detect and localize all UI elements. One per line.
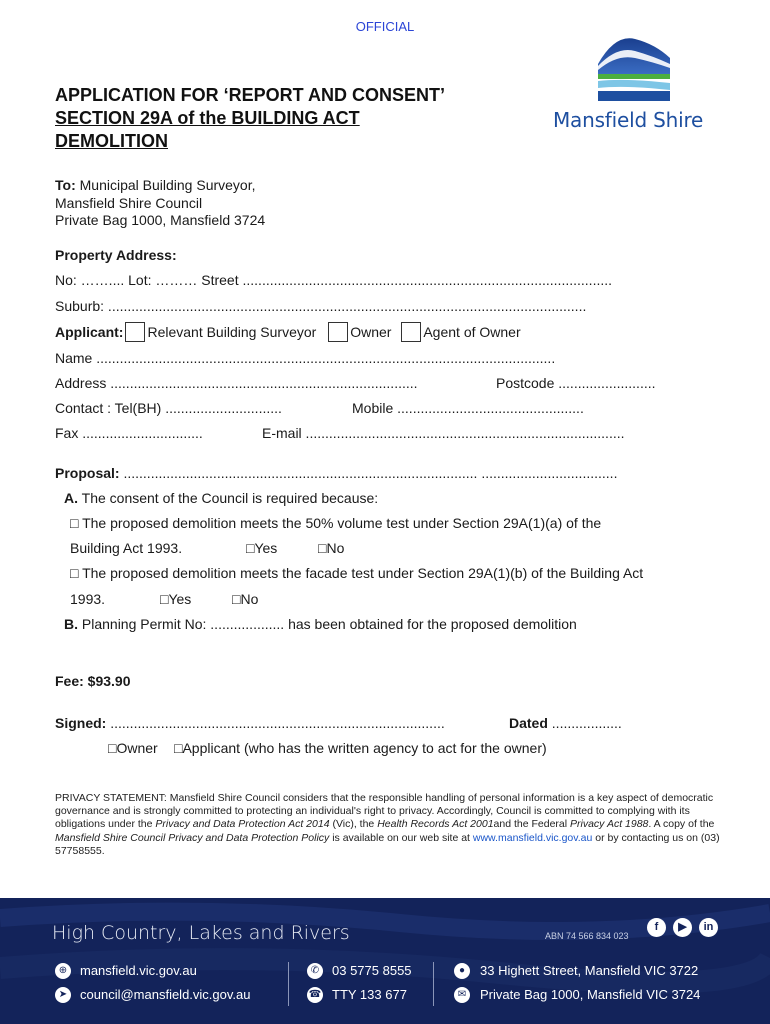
fee: Fee: $93.90 — [55, 673, 131, 689]
applicant-option-agent: Agent of Owner — [423, 324, 521, 340]
contact-tel-field[interactable]: Contact : Tel(BH) .............................. — [55, 400, 282, 416]
dated-label: Dated — [509, 715, 548, 731]
footer-wave-pattern — [0, 898, 770, 1024]
signed-label: Signed: — [55, 715, 107, 731]
phone-icon: ✆ — [307, 963, 323, 979]
checkbox-relevant-building-surveyor[interactable] — [125, 322, 145, 342]
postcode-field[interactable]: Postcode ......................... — [496, 375, 656, 391]
to-label: To: — [55, 177, 76, 193]
facebook-icon[interactable]: f — [647, 918, 666, 937]
footer-postal-address: Private Bag 1000, Mansfield VIC 3724 — [480, 987, 701, 1002]
volume-test-act: Building Act 1993. — [70, 540, 183, 556]
property-address-label: Property Address: — [55, 247, 177, 263]
footer-phone[interactable]: 03 5775 8555 — [332, 963, 412, 978]
section-b — [64, 616, 577, 632]
dated-row — [509, 715, 622, 731]
facade-test-option[interactable]: □ The proposed demolition meets the facade test under Section 29A(1)(b) of the Building Act — [70, 565, 644, 581]
checkbox-owner[interactable] — [328, 322, 348, 342]
tty-icon: ☎ — [307, 987, 323, 1003]
no-lot-street-field[interactable]: No: …….... Lot: ……… Street ............................................................................................... — [55, 272, 613, 288]
globe-icon: ⊕ — [55, 963, 71, 979]
checkbox-agent-of-owner[interactable] — [401, 322, 421, 342]
footer-abn: ABN 74 566 834 023 — [545, 931, 629, 941]
suburb-field[interactable]: Suburb: ........................................................................................................................... — [55, 298, 587, 314]
location-pin-icon: ● — [454, 963, 470, 979]
mail-icon: ✉ — [454, 987, 470, 1003]
proposal-field[interactable]: ........................................................................................... ................................... — [123, 465, 618, 481]
name-field[interactable]: Name ...................................................................................................................... — [55, 350, 556, 366]
signer-applicant-option[interactable]: □Applicant (who has the written agency to act for the owner) — [174, 740, 547, 756]
footer-website[interactable]: mansfield.vic.gov.au — [80, 963, 197, 978]
fax-field[interactable]: Fax ............................... — [55, 425, 203, 441]
facade-test-no[interactable]: □No — [232, 591, 259, 607]
title-line-2: SECTION 29A of the BUILDING ACT — [55, 108, 360, 128]
footer-divider — [433, 962, 434, 1006]
recipient-line-3: Private Bag 1000, Mansfield 3724 — [55, 212, 266, 228]
volume-test-option[interactable]: □ The proposed demolition meets the 50% volume test under Section 29A(1)(a) of the — [70, 515, 602, 531]
dated-field[interactable]: .................. — [551, 715, 622, 731]
send-icon: ➤ — [55, 987, 71, 1003]
recipient-line-2: Mansfield Shire Council — [55, 194, 203, 211]
footer-tagline: High Country, Lakes and Rivers — [52, 922, 350, 944]
official-marking: OFFICIAL — [355, 19, 415, 34]
footer-email[interactable]: council@mansfield.vic.gov.au — [80, 987, 251, 1002]
section-a-text: The consent of the Council is required because: — [81, 490, 379, 506]
linkedin-icon[interactable]: in — [699, 918, 718, 937]
applicant-option-owner: Owner — [350, 324, 392, 340]
email-field[interactable]: E-mail .................................................................................. — [262, 425, 625, 441]
proposal-label: Proposal: — [55, 465, 120, 481]
recipient-line-1: Municipal Building Surveyor, — [79, 177, 256, 193]
applicant-option-surveyor: Relevant Building Surveyor — [147, 324, 317, 340]
logo-wordmark: Mansfield Shire — [553, 108, 704, 132]
footer-street-address: 33 Highett Street, Mansfield VIC 3722 — [480, 963, 699, 978]
section-a-label: A. — [64, 490, 78, 506]
mansfield-shire-logo — [555, 34, 720, 106]
mobile-field[interactable]: Mobile ................................................ — [352, 400, 584, 416]
title-line-3: DEMOLITION — [55, 131, 168, 151]
youtube-icon[interactable]: ▶ — [673, 918, 692, 937]
footer-banner — [0, 898, 770, 1024]
facade-test-yes[interactable]: □Yes — [160, 591, 192, 607]
signed-row — [55, 715, 445, 731]
title-line-1: APPLICATION FOR ‘REPORT AND CONSENT’ — [55, 85, 446, 105]
planning-permit-field[interactable]: Planning Permit No: ................... has been obtained for the proposed demolition — [81, 616, 577, 632]
section-b-label: B. — [64, 616, 78, 632]
website-link[interactable]: www.mansfield.vic.gov.au — [472, 831, 593, 844]
applicant-label: Applicant: — [55, 324, 124, 340]
volume-test-no[interactable]: □No — [318, 540, 345, 556]
applicant-row — [55, 322, 521, 342]
section-a — [64, 490, 378, 506]
facade-test-act: 1993. — [70, 591, 106, 607]
signer-owner-option[interactable]: □Owner — [108, 740, 158, 756]
footer-tty: TTY 133 677 — [332, 987, 407, 1002]
footer-divider — [288, 962, 289, 1006]
address-field[interactable]: Address ............................................................................... — [55, 375, 418, 391]
privacy-statement: PRIVACY STATEMENT: Mansfield Shire Council considers that the responsible handling of personal information is a key aspect of democratic governance and is strongly committed to protecting an individual's right to privacy. Accordingly, Council is committed to complying with its obligations under the Privacy and Data Protection Act 2014 (Vic), the Health Records Act 2001and the Federal Privacy Act 1988. A copy of the Mansfield Shire Council Privacy and Data Protection Policy is available on our web site at www.mansfield.vic.gov.au or by contacting us on (03) 57758555. — [55, 792, 720, 857]
signature-field[interactable]: ...................................................................................... — [110, 715, 445, 731]
proposal-row — [55, 465, 617, 481]
form-title — [55, 84, 445, 153]
volume-test-yes[interactable]: □Yes — [246, 540, 278, 556]
recipient-block — [55, 177, 265, 230]
